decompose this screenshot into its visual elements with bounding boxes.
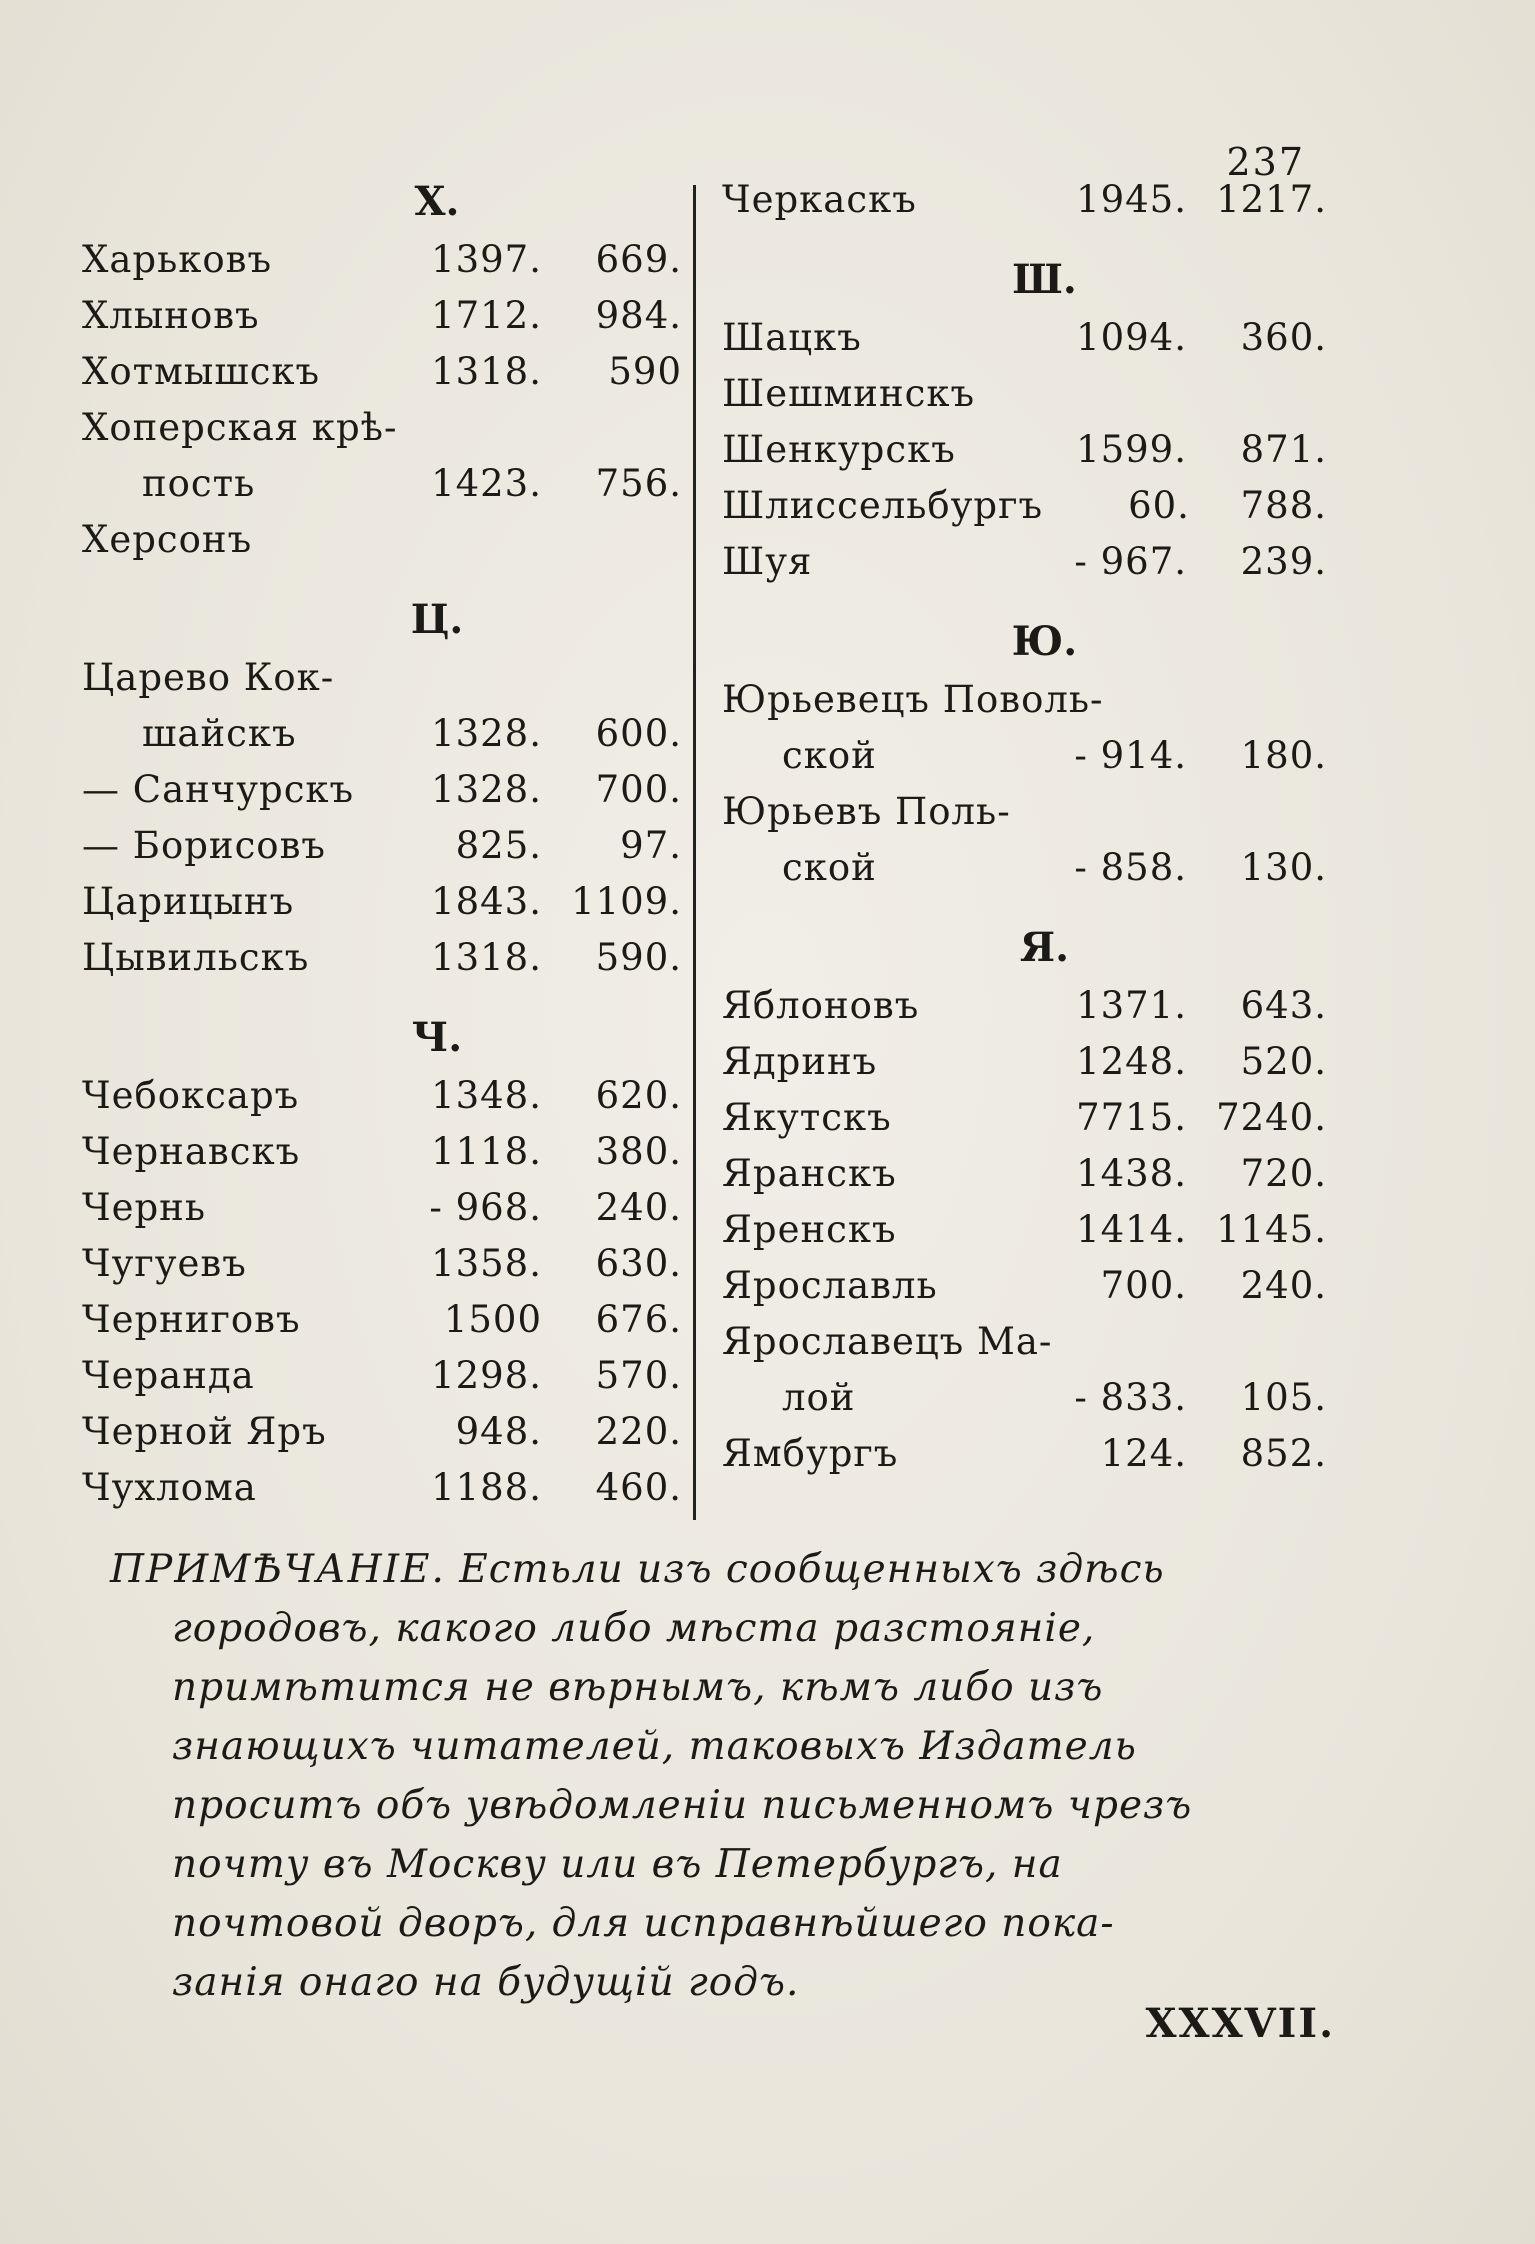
town-name: ской — [782, 734, 877, 777]
right-column — [722, 172, 1327, 1482]
note-first-line — [110, 1540, 1340, 1599]
distance-value: 1423. — [431, 462, 542, 505]
town-name: Яблоновъ — [722, 984, 920, 1027]
distance-value: 590 — [608, 350, 682, 393]
town-name: Ядринъ — [722, 1040, 878, 1083]
distance-value: 1145. — [1216, 1208, 1327, 1251]
list-item — [82, 706, 682, 762]
distance-value: 948. — [455, 1410, 542, 1453]
town-name: Ярославецъ Ма- — [722, 1320, 1053, 1363]
distance-value: 852. — [1240, 1432, 1327, 1475]
list-item — [82, 456, 682, 512]
distance-value: 7240. — [1216, 1096, 1327, 1139]
town-name: шайскъ — [142, 712, 297, 755]
distance-value: 1438. — [1076, 1152, 1187, 1195]
distance-value: 1318. — [431, 350, 542, 393]
note-line: проситъ объ увѣдомленіи письменномъ чрезъ — [172, 1783, 1193, 1828]
town-name: Херсонъ — [82, 518, 253, 561]
distance-value: 669. — [595, 238, 682, 281]
distance-value: 1118. — [431, 1130, 542, 1173]
list-item — [722, 172, 1327, 228]
distance-value: 1599. — [1076, 428, 1187, 471]
town-name: Чебоксаръ — [82, 1074, 300, 1117]
distance-value: 700. — [1100, 1264, 1187, 1307]
list-item — [722, 478, 1327, 534]
list-item — [722, 366, 1327, 422]
list-item — [722, 1090, 1327, 1146]
list-item — [82, 232, 682, 288]
editor-note — [110, 1540, 1340, 2012]
town-name: Царицынъ — [82, 880, 295, 923]
list-item — [82, 930, 682, 986]
list-item — [82, 1292, 682, 1348]
distance-value: 984. — [595, 294, 682, 337]
list-item — [82, 762, 682, 818]
distance-value: 1843. — [431, 880, 542, 923]
list-item — [722, 422, 1327, 478]
list-item — [82, 288, 682, 344]
distance-value: 1094. — [1076, 316, 1187, 359]
distance-value: 520. — [1240, 1040, 1327, 1083]
town-name: Чернь — [82, 1186, 206, 1229]
section — [722, 172, 1327, 228]
distance-value: - 968. — [429, 1186, 542, 1229]
distance-value: - 967. — [1074, 540, 1187, 583]
distance-value: 1500 — [443, 1298, 542, 1341]
list-item — [722, 1258, 1327, 1314]
list-item — [722, 1146, 1327, 1202]
town-name: Черанда — [82, 1354, 255, 1397]
list-item — [82, 344, 682, 400]
list-item — [722, 784, 1327, 840]
distance-value: 871. — [1240, 428, 1327, 471]
town-name: — Санчурскъ — [82, 768, 355, 811]
section — [722, 918, 1327, 1482]
town-name: Шенкурскъ — [722, 428, 956, 471]
list-item — [722, 1426, 1327, 1482]
distance-value: 239. — [1240, 540, 1327, 583]
list-item — [82, 874, 682, 930]
distance-value: 1371. — [1076, 984, 1187, 1027]
town-name: Цывильскъ — [82, 936, 310, 979]
note-label: ПРИМѢЧАНІЕ. — [110, 1547, 446, 1592]
town-name: Ярославль — [722, 1264, 938, 1307]
distance-value: - 914. — [1074, 734, 1187, 777]
note-first-text: Естьли изъ сообщенныхъ здѣсь — [459, 1547, 1165, 1592]
list-item — [722, 1370, 1327, 1426]
distance-value: 590. — [595, 936, 682, 979]
list-item — [82, 512, 682, 568]
town-name: лой — [782, 1376, 856, 1419]
column-divider — [693, 185, 696, 1520]
distance-value: 1217. — [1216, 178, 1327, 221]
list-item — [722, 1034, 1327, 1090]
distance-value: 1712. — [431, 294, 542, 337]
list-item — [82, 1348, 682, 1404]
distance-value: 360. — [1240, 316, 1327, 359]
section — [82, 590, 682, 986]
town-name: Яренскъ — [722, 1208, 897, 1251]
distance-value: 570. — [595, 1354, 682, 1397]
distance-value: 756. — [595, 462, 682, 505]
signature-mark: XXXVII. — [1145, 2000, 1335, 2047]
town-name: Шлиссельбургъ — [722, 484, 1044, 527]
town-name: Черной Яръ — [82, 1410, 327, 1453]
distance-value: 460. — [595, 1466, 682, 1509]
town-name: Черкаскъ — [722, 178, 917, 221]
distance-value: 60. — [1128, 484, 1190, 527]
distance-value: 97. — [620, 824, 682, 867]
distance-value: 700. — [595, 768, 682, 811]
list-item — [82, 1068, 682, 1124]
distance-value: 7715. — [1076, 1096, 1187, 1139]
list-item — [722, 1202, 1327, 1258]
list-item — [82, 1236, 682, 1292]
list-item — [82, 1124, 682, 1180]
town-name: Шуя — [722, 540, 813, 583]
distance-value: 240. — [1240, 1264, 1327, 1307]
distance-value: 1358. — [431, 1242, 542, 1285]
list-item — [82, 818, 682, 874]
town-name: Юрьевецъ Поволь- — [722, 678, 1104, 721]
town-name: Шешминскъ — [722, 372, 976, 415]
distance-value: 720. — [1240, 1152, 1327, 1195]
section — [82, 1008, 682, 1516]
distance-value: 1298. — [431, 1354, 542, 1397]
note-line: почту въ Москву или въ Петербургъ, на — [172, 1842, 1063, 1887]
list-item — [722, 672, 1327, 728]
distance-value: 130. — [1240, 846, 1327, 889]
distance-value: - 833. — [1074, 1376, 1187, 1419]
page-number: 237 — [1226, 140, 1305, 184]
town-name: — Борисовъ — [82, 824, 326, 867]
distance-value: 240. — [595, 1186, 682, 1229]
section-letter: Ю. — [1011, 618, 1078, 665]
distance-value: 600. — [595, 712, 682, 755]
section — [722, 250, 1327, 590]
distance-value: - 858. — [1074, 846, 1187, 889]
town-name: Шацкъ — [722, 316, 862, 359]
distance-value: 220. — [595, 1410, 682, 1453]
distance-value: 676. — [595, 1298, 682, 1341]
distance-value: 180. — [1240, 734, 1327, 777]
note-line: знающихъ читателей, таковыхъ Издатель — [172, 1724, 1137, 1769]
town-name: Чухлома — [82, 1466, 257, 1509]
list-item — [722, 1314, 1327, 1370]
list-item — [82, 1404, 682, 1460]
list-item — [82, 400, 682, 456]
section-letter: Ц. — [410, 596, 464, 643]
town-name: Чернавскъ — [82, 1130, 301, 1173]
section-letter: Я. — [1019, 924, 1070, 971]
section — [82, 172, 682, 568]
town-name: Чугуевъ — [82, 1242, 247, 1285]
town-name: Харьковъ — [82, 238, 273, 281]
distance-value: 124. — [1100, 1432, 1187, 1475]
list-item — [722, 840, 1327, 896]
section — [722, 612, 1327, 896]
distance-value: 1348. — [431, 1074, 542, 1117]
note-line: почтовой дворъ, для исправнѣйшего пока- — [172, 1901, 1115, 1946]
distance-value: 1397. — [431, 238, 542, 281]
list-item — [722, 978, 1327, 1034]
note-line: городовъ, какого либо мѣста разстояніе, — [172, 1606, 1096, 1651]
note-line: примѣтится не вѣрнымъ, кѣмъ либо изъ — [172, 1665, 1104, 1710]
section-letter: Ч. — [411, 1014, 463, 1061]
town-name: Хлыновъ — [82, 294, 260, 337]
town-name: Яранскъ — [722, 1152, 897, 1195]
distance-value: 1248. — [1076, 1040, 1187, 1083]
distance-value: 105. — [1240, 1376, 1327, 1419]
list-item — [722, 310, 1327, 366]
distance-value: 380. — [595, 1130, 682, 1173]
note-line: занія онаго на будущій годъ. — [172, 1960, 800, 2005]
town-name: пость — [142, 462, 256, 505]
town-name: Хотмышскъ — [82, 350, 321, 393]
section-letter: Ш. — [1012, 256, 1077, 303]
distance-value: 643. — [1240, 984, 1327, 1027]
left-column — [82, 172, 682, 1516]
distance-value: 1109. — [571, 880, 682, 923]
town-name: Царево Кок- — [82, 656, 335, 699]
list-item — [82, 1180, 682, 1236]
distance-value: 620. — [595, 1074, 682, 1117]
town-name: Якутскъ — [722, 1096, 892, 1139]
list-item — [722, 534, 1327, 590]
town-name: Юрьевъ Поль- — [722, 790, 1011, 833]
list-item — [82, 650, 682, 706]
section-letter: Х. — [414, 178, 460, 225]
distance-value: 825. — [455, 824, 542, 867]
town-name: Черниговъ — [82, 1298, 301, 1341]
distance-value: 788. — [1240, 484, 1327, 527]
distance-value: 1188. — [431, 1466, 542, 1509]
distance-value: 1414. — [1076, 1208, 1187, 1251]
distance-value: 1945. — [1076, 178, 1187, 221]
distance-value: 1318. — [431, 936, 542, 979]
town-name: Ямбургъ — [722, 1432, 899, 1475]
list-item — [82, 1460, 682, 1516]
distance-value: 1328. — [431, 768, 542, 811]
town-name: Хоперская крѣ- — [82, 406, 398, 449]
town-name: ской — [782, 846, 877, 889]
distance-value: 630. — [595, 1242, 682, 1285]
list-item — [722, 728, 1327, 784]
distance-value: 1328. — [431, 712, 542, 755]
